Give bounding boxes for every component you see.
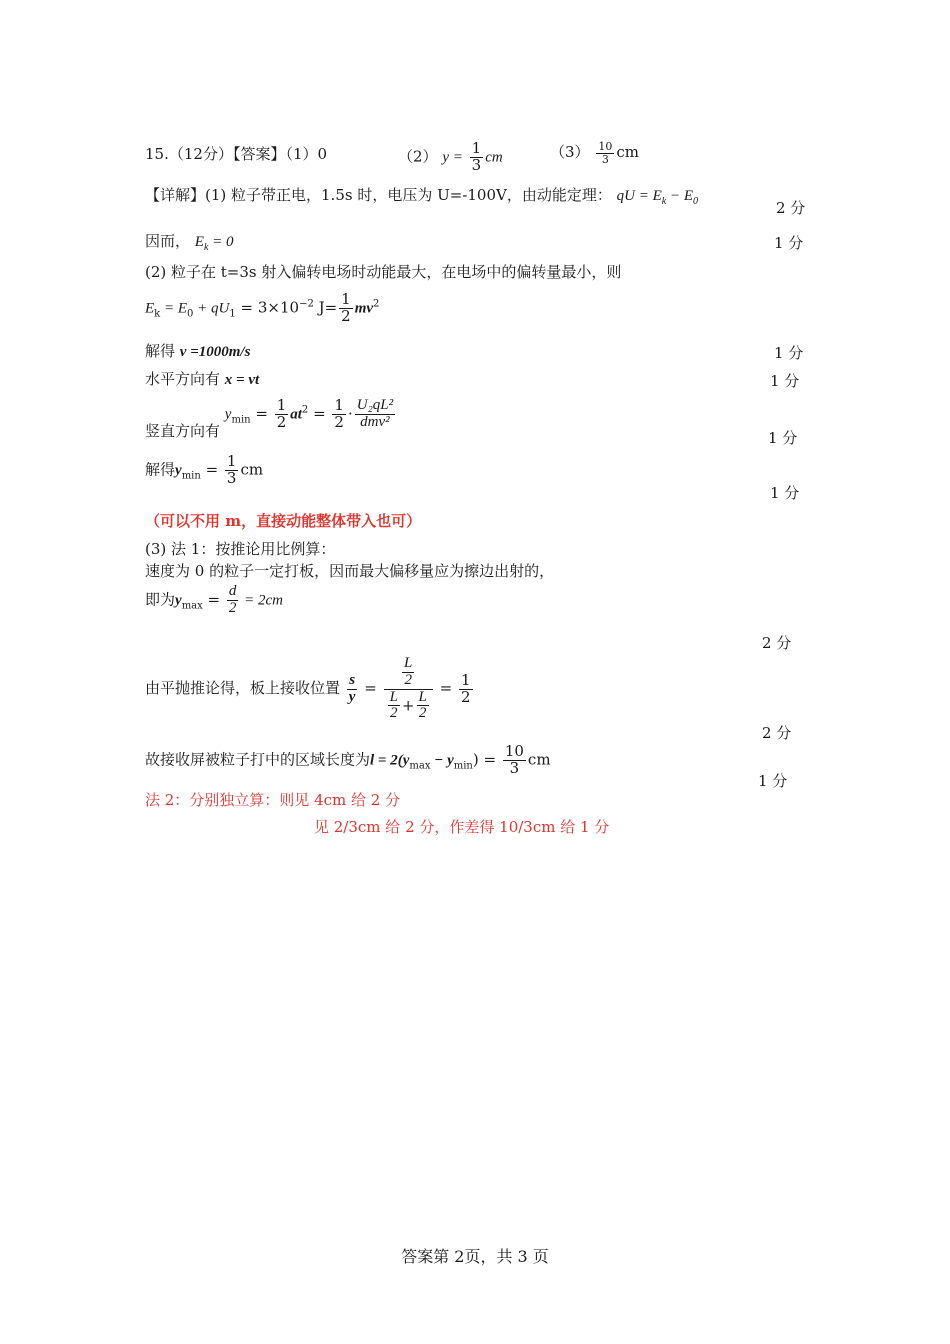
fraction: $\frac{1}{2}$ (334, 396, 344, 431)
fraction: $\frac{10}{3}$ (598, 140, 613, 166)
energy-equation: $E_k = E_0 + qU_1 = 3\times 10^{-2}$ J= $\frac{1}{2}$ $mv^2$ (145, 290, 380, 325)
detail-line-6: 水平方向有 x = vt (145, 370, 260, 388)
score: 1 分 (768, 429, 798, 447)
detail-line-2: 因而， $E_k = 0$ (145, 232, 234, 253)
score: 1 分 (758, 772, 788, 790)
fraction: $\frac{1}{3}$ (226, 452, 237, 487)
score: 1 分 (770, 484, 800, 502)
page-footer: 答案第 2页，共 3 页 (401, 1247, 549, 1266)
fraction: $\frac{s}{y}$ (348, 671, 356, 705)
method2-line-b: 见 2/3cm 给 2 分，作差得 10/3cm 给 1 分 (314, 818, 610, 836)
detail-line-10: 速度为 0 的粒子一定打板，因而最大偏移量应为擦边出射的， (145, 562, 555, 580)
answer-part2: （2） y = $\frac{1}{3}$ cm (398, 139, 503, 174)
detail-line-9: (3) 法 1：按推论用比例算： (145, 540, 336, 558)
fraction: $\frac{1}{2}$ (276, 396, 287, 431)
answer-part3: （3） $\frac{10}{3}$ cm (550, 140, 639, 166)
score: 2 分 (762, 634, 792, 652)
length-equation: 故接收屏被粒子打中的区域长度为$l = 2(y_{max} - y_{min})$ = $\frac{10}{3}$ cm (145, 742, 551, 777)
fraction: $\frac{1}{3}$ (471, 139, 482, 174)
detail-line-3: (2) 粒子在 t=3s 射入偏转电场时动能最大，在电场中的偏转量最小，则 (145, 263, 622, 281)
score: 1 分 (770, 372, 800, 390)
ymax-equation: 即为$y_{max}$ = $\frac{d}{2}$ = 2cm (145, 583, 284, 616)
method2-line-a: 法 2：分别独立算：则见 4cm 给 2 分 (145, 791, 401, 809)
note-red: （可以不用 m，直接动能整体带入也可） (145, 512, 422, 530)
fraction: $\frac{d}{2}$ (228, 583, 237, 616)
ratio-equation: 由平抛推论得，板上接收位置 $\frac{s}{y}$ = $\frac{L}{2}$ $\frac{L}{2}$ + $\frac{L}{2}$ = $\frac{1}{2}$ (145, 655, 471, 722)
fraction: $\frac{1}{2}$ (460, 670, 471, 706)
fraction: $\frac{\text{U₂qL²}}{\text{dmv²}}$ (356, 397, 394, 430)
fraction: $\frac{1}{2}$ (341, 290, 351, 325)
score: 1 分 (774, 344, 804, 362)
answer-header: 15.（12分）【答案】（1）0 (145, 145, 328, 163)
detail-line-8: 解得$y_{min}$ = $\frac{1}{3}$ cm (145, 452, 264, 487)
score: 1 分 (774, 234, 804, 252)
vertical-equation: 竖直方向有 $y_{min}$ = $\frac{1}{2}$ $at^2$ = $\frac{1}{2}$ · $\frac{\text{U₂qL²}}{\text{dmv²}}$ (145, 396, 394, 441)
score: 2 分 (762, 724, 792, 742)
score: 2 分 (776, 199, 806, 217)
fraction: $\frac{10}{3}$ (504, 742, 524, 777)
answer-line (145, 145, 327, 163)
detail-line-1: 【详解】(1) 粒子带正电，1.5s 时，电压为 U=-100V，由动能定理： qU = $E_k - E_0$ (145, 186, 699, 207)
detail-line-5: 解得 v =1000m/s (145, 342, 251, 360)
compound-fraction: $\frac{L}{2}$ $\frac{L}{2}$ + $\frac{L}{2}$ (384, 656, 433, 722)
